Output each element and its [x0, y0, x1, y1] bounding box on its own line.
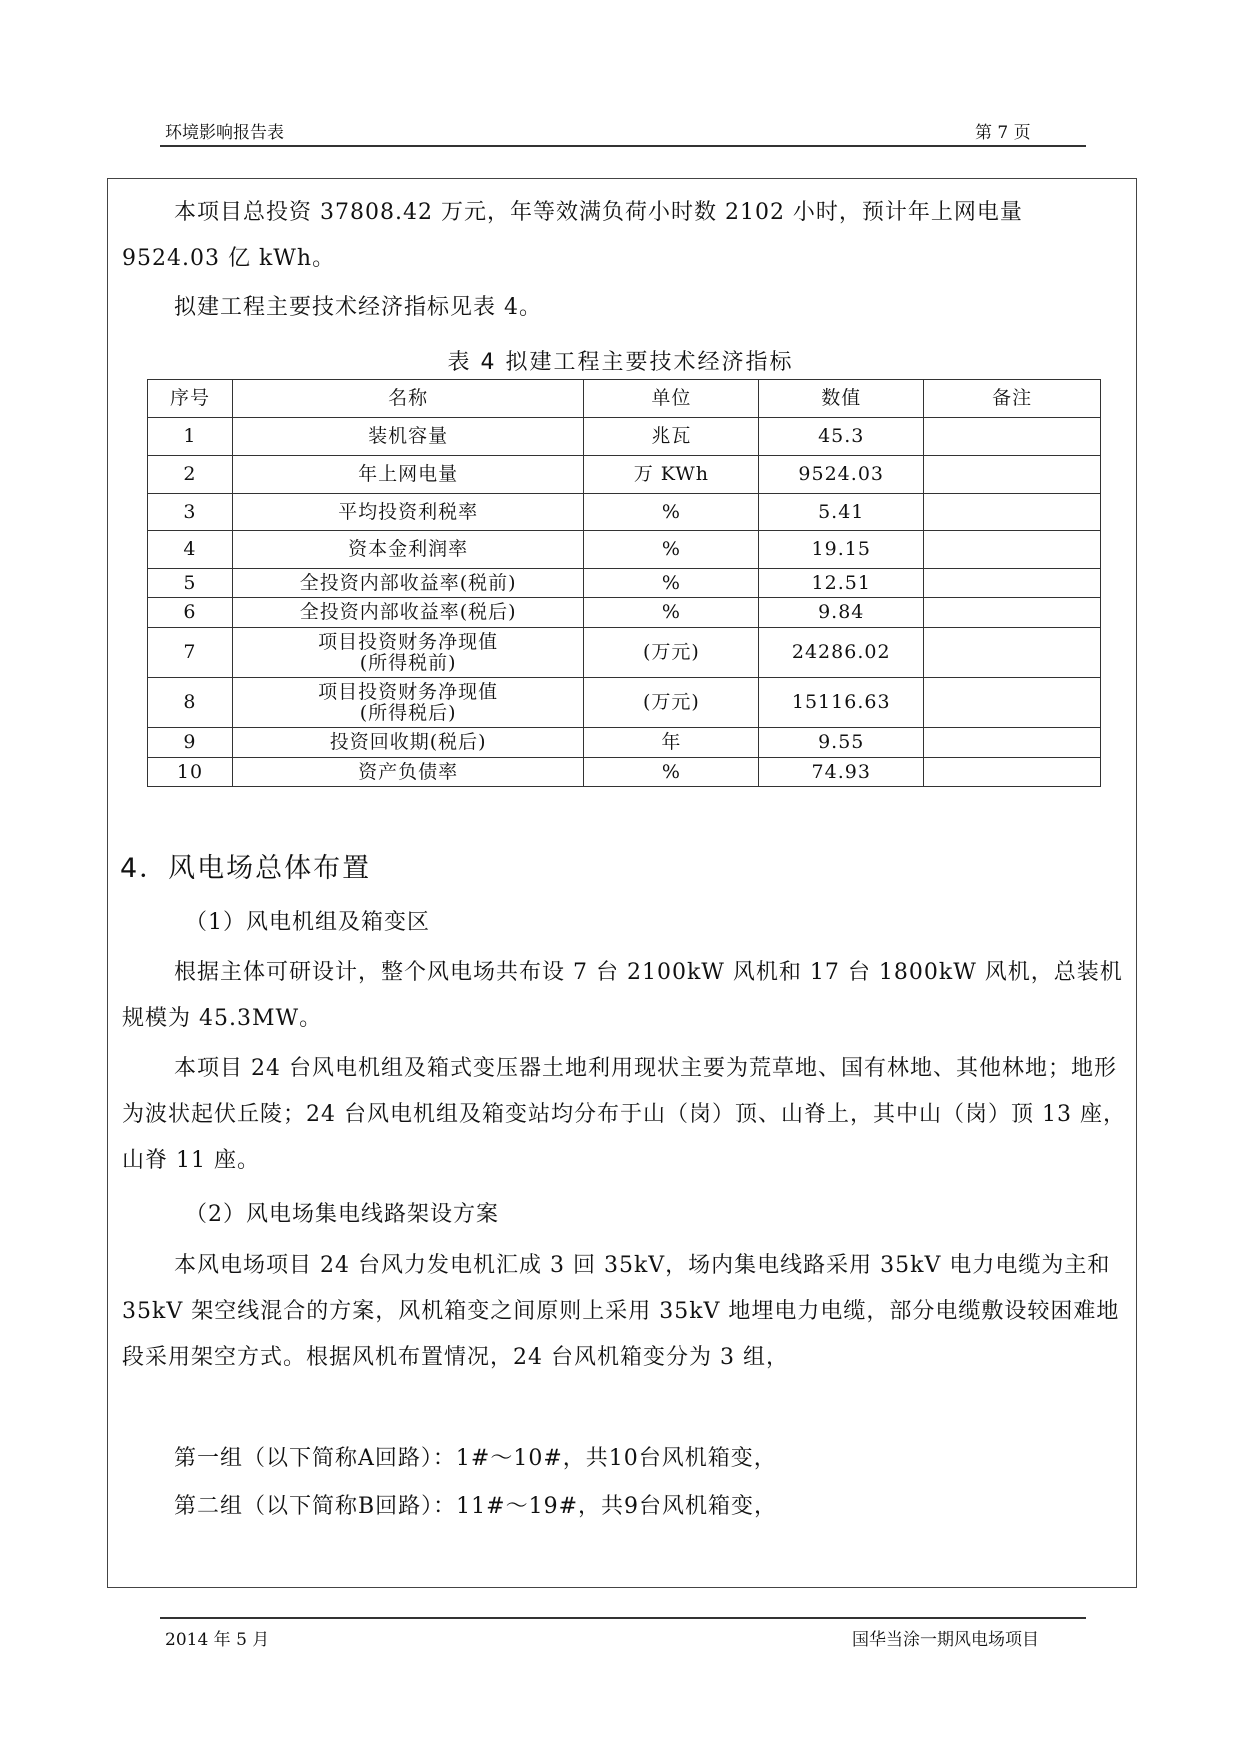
cell-value: 45.3 — [759, 418, 924, 456]
cell-name: 资本金利润率 — [232, 531, 584, 569]
cell-name: 全投资内部收益率(税前) — [232, 569, 584, 598]
cell-unit: % — [584, 758, 759, 787]
cell-note — [924, 569, 1101, 598]
cell-unit: % — [584, 569, 759, 598]
cell-name: 全投资内部收益率(税后) — [232, 598, 584, 628]
cell-name: 资产负债率 — [232, 758, 584, 787]
cell-unit: % — [584, 598, 759, 628]
cell-note — [924, 728, 1101, 758]
footer-project: 国华当涂一期风电场项目 — [852, 1630, 1039, 1650]
footer-date: 2014 年 5 月 — [165, 1630, 270, 1650]
table-row — [148, 494, 1101, 531]
table-row — [148, 531, 1101, 569]
cell-value: 12.51 — [759, 569, 924, 598]
cell-name — [232, 628, 584, 678]
table-header-row — [148, 380, 1101, 418]
section-paragraph-1: 根据主体可研设计，整个风电场共布设 7 台 2100kW 风机和 17 台 1800kW 风机，总装机规模为 45.3MW。 — [122, 960, 1123, 1031]
footer-rule — [160, 1617, 1086, 1619]
table-row — [148, 678, 1101, 728]
section-paragraph-3: 本风电场项目 24 台风力发电机汇成 3 回 35kV，场内集电线路采用 35kV 电力电缆为主和 35kV 架空线混合的方案，风机箱变之间原则上采用 35kV 地埋电力电缆，部分电缆敷设较困难地段采用架空方式。根据风机布置情况，24 台风机箱变分为 3 组， — [122, 1253, 1120, 1370]
cell-name-line-2: (所得税前) — [359, 651, 457, 674]
group-line-1: 第一组（以下简称A回路）：1#～10#，共10台风机箱变， — [174, 1446, 777, 1471]
cell-name: 平均投资利税率 — [232, 494, 584, 531]
cell-unit: 年 — [584, 728, 759, 758]
cell-unit: (万元) — [584, 678, 759, 728]
cell-value: 19.15 — [759, 531, 924, 569]
table-caption: 表 4 拟建工程主要技术经济指标 — [447, 350, 794, 375]
cell-no: 4 — [148, 531, 233, 569]
cell-unit: % — [584, 531, 759, 569]
cell-name — [232, 678, 584, 728]
cell-name-line-1: 项目投资财务净现值 — [318, 630, 499, 653]
cell-unit: % — [584, 494, 759, 531]
cell-name-line-2: (所得税后) — [359, 701, 457, 724]
section-paragraph-2: 本项目 24 台风电机组及箱式变压器土地利用现状主要为荒草地、国有林地、其他林地；地形为波状起伏丘陵；24 台风电机组及箱变站均分布于山（岗）顶、山脊上，其中山（岗）顶 13 座，山脊 11 座。 — [122, 1056, 1126, 1173]
cell-value: 74.93 — [759, 758, 924, 787]
cell-value: 15116.63 — [759, 678, 924, 728]
cell-no: 9 — [148, 728, 233, 758]
table-row — [148, 456, 1101, 494]
cell-note — [924, 758, 1101, 787]
cell-no: 2 — [148, 456, 233, 494]
header-cell-no: 序号 — [148, 380, 233, 418]
cell-no: 8 — [148, 678, 233, 728]
page-header-left: 环境影响报告表 — [165, 123, 284, 143]
header-cell-value: 数值 — [759, 380, 924, 418]
cell-unit: 兆瓦 — [584, 418, 759, 456]
cell-value: 24286.02 — [759, 628, 924, 678]
table-row — [148, 628, 1101, 678]
cell-no: 1 — [148, 418, 233, 456]
tech-econ-table — [147, 379, 1101, 787]
cell-value: 5.41 — [759, 494, 924, 531]
cell-name-line-1: 项目投资财务净现值 — [318, 680, 499, 703]
section-heading: 4．风电场总体布置 — [120, 853, 372, 884]
table-row — [148, 569, 1101, 598]
page-number: 第 7 页 — [975, 123, 1031, 143]
subheading-1: （1）风电机组及箱变区 — [185, 910, 430, 935]
cell-unit: 万 KWh — [584, 456, 759, 494]
cell-unit: (万元) — [584, 628, 759, 678]
header-rule — [160, 145, 1086, 147]
cell-note — [924, 456, 1101, 494]
cell-name: 年上网电量 — [232, 456, 584, 494]
table-row — [148, 418, 1101, 456]
cell-no: 3 — [148, 494, 233, 531]
cell-no: 10 — [148, 758, 233, 787]
group-line-2: 第二组（以下简称B回路）：11#～19#，共9台风机箱变， — [174, 1494, 778, 1519]
cell-no: 7 — [148, 628, 233, 678]
table-row — [148, 728, 1101, 758]
header-cell-unit: 单位 — [584, 380, 759, 418]
table-row — [148, 598, 1101, 628]
cell-note — [924, 598, 1101, 628]
cell-no: 5 — [148, 569, 233, 598]
cell-note — [924, 628, 1101, 678]
intro-paragraph-1: 本项目总投资 37808.42 万元，年等效满负荷小时数 2102 小时，预计年上网电量 9524.03 亿 kWh。 — [122, 200, 1023, 271]
cell-name: 装机容量 — [232, 418, 584, 456]
header-cell-name: 名称 — [232, 380, 584, 418]
cell-note — [924, 494, 1101, 531]
cell-value: 9.84 — [759, 598, 924, 628]
cell-no: 6 — [148, 598, 233, 628]
cell-note — [924, 418, 1101, 456]
intro-paragraph-2: 拟建工程主要技术经济指标见表 4。 — [174, 295, 542, 320]
cell-value: 9.55 — [759, 728, 924, 758]
subheading-2: （2）风电场集电线路架设方案 — [185, 1202, 499, 1227]
table-row — [148, 758, 1101, 787]
header-cell-note: 备注 — [924, 380, 1101, 418]
cell-value: 9524.03 — [759, 456, 924, 494]
cell-name: 投资回收期(税后) — [232, 728, 584, 758]
cell-note — [924, 531, 1101, 569]
cell-note — [924, 678, 1101, 728]
